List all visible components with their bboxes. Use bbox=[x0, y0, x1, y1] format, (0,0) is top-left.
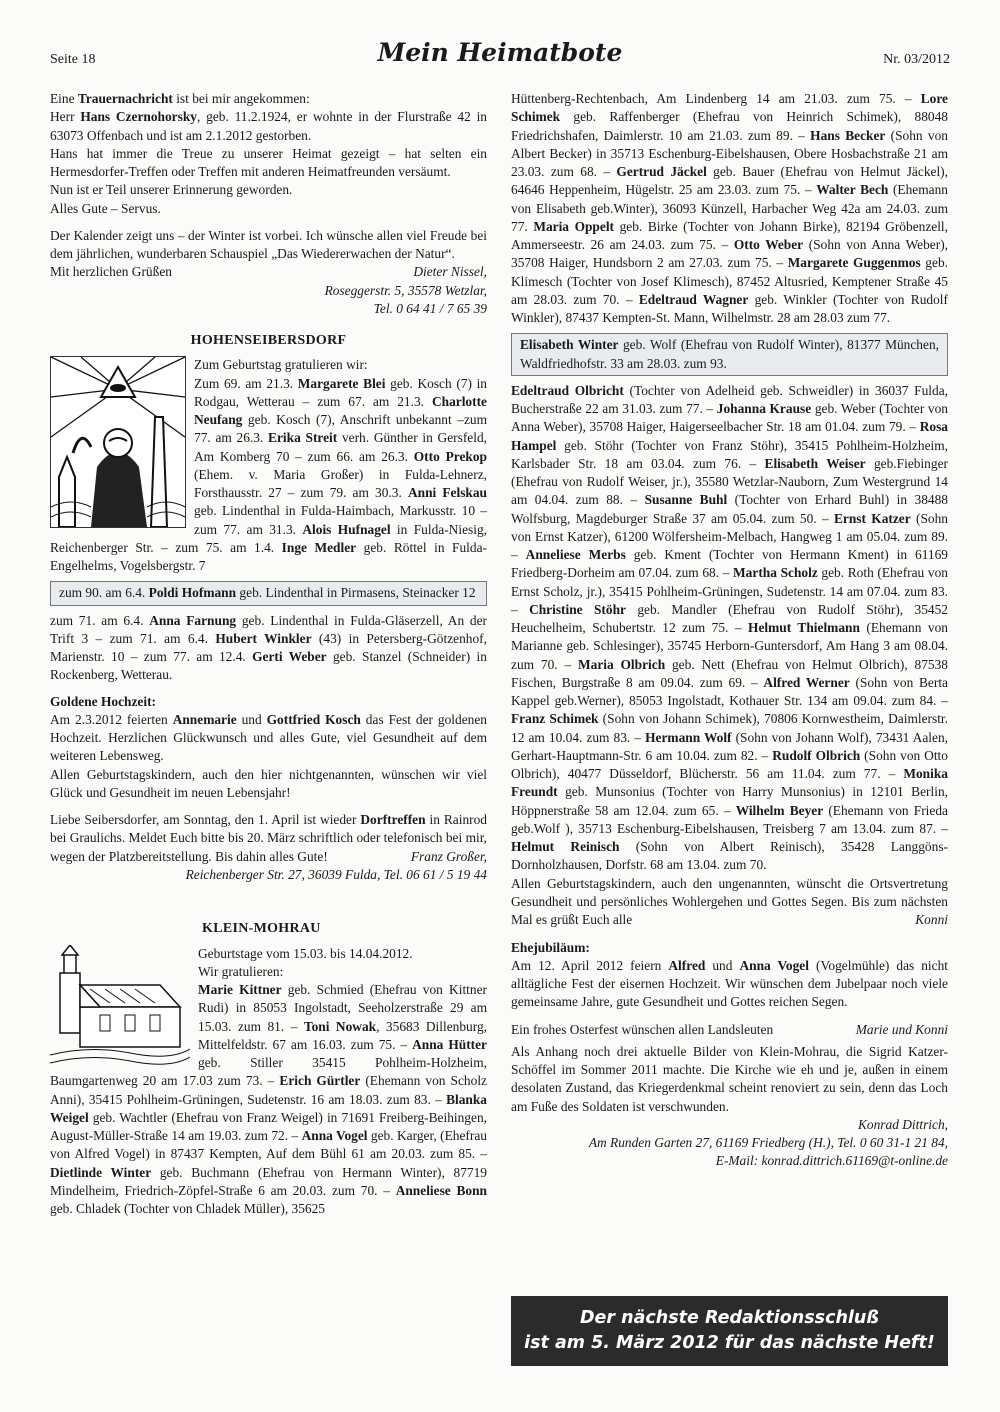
obituary-text: Hans hat immer die Treue zu unserer Heimat gezeigt – hat selten ein Hermesdorfer-Treffen oder Treffen mit anderen Heimatfreunden versäumt. bbox=[50, 145, 487, 179]
birthday-period: Geburtstage vom 15.03. bis 14.04.2012. bbox=[198, 945, 413, 961]
wishes-text: Allen Geburtstagskindern, auch den hier nichtgenannten, wünschen wir viel Glück und Gesundheit im neuen Lebensjahr! bbox=[50, 766, 487, 800]
signature-row: Mit herzlichen Grüßen Dieter Nissel, bbox=[50, 264, 487, 280]
signature-name: Franz Großer, bbox=[410, 848, 487, 864]
signature-address: Reichenberger Str. 27, 36039 Fulda, Tel. 06 61 / 5 19 44 bbox=[185, 867, 487, 882]
easter-greeting: Ein frohes Osterfest wünschen allen Landsleuten Marie und Konni bbox=[511, 1021, 948, 1037]
birthday-list: zum 71. am 6.4. Anna Farnung geb. Lindenthal in Fulda-Gläserzell, An der Trift 3 – zum 71. am 6.4. Hubert Winkler (43) in Petersberg-Götzenhof, Marienstr. 10 – zum 77. am 12.4. Gerti Weber geb. Stanzel (Schneider) in Rockenberg, Wetterau. bbox=[50, 612, 488, 683]
highlight-box: Elisabeth Winter geb. Wolf (Ehefrau von Rudolf Winter), 81377 München, Waldfriedhofstr. 33 am 28.03. zum 93. bbox=[511, 333, 948, 376]
banner-line-1: Der nächste Redaktionsschluß bbox=[580, 1308, 879, 1328]
signature-name: Konni bbox=[915, 912, 948, 928]
birthday-intro: Wir gratulieren: bbox=[198, 963, 284, 979]
obituary-text: Alles Gute – Servus. bbox=[50, 200, 161, 216]
closing-wishes: Allen Geburtstagskindern, auch den ungenannten, wünscht die Ortsvertretung Gesundheit und persönliches Wohlergehen und Gottes Segen. Bis zum nächsten Mal es grüßt Euch alle bbox=[511, 875, 948, 927]
right-column bbox=[511, 90, 948, 1171]
deadline-banner bbox=[511, 1296, 948, 1366]
anniversary-heading: Ehejubiläum: bbox=[511, 939, 590, 955]
photo-note: Als Anhang noch drei aktuelle Bilder von Klein-Mohrau, die Sigrid Katzer-Schöffel im Sommer 2011 machte. Die Kirche wie eh und je, außen in einem desolaten Zustand, das Kriegerdenkmal scheint renoviert zu sein, denn das Loch am Fuße des Soldaten ist verschwunden. bbox=[511, 1043, 948, 1114]
anniversary-text: Am 12. April 2012 feiern Alfred und Anna Vogel (Vogelmühle) das nicht alltägliche Fest der eisernen Hochzeit. Wir wünschen dem Jubelpaar noch viele gemeinsame Jahre, gute Gesundheit und Gottes reichen Segen. bbox=[511, 957, 949, 1010]
obituary-text: Nun ist er Teil unserer Erinnerung geworden. bbox=[50, 182, 293, 198]
village-meeting-text: Liebe Seibersdorfer, am Sonntag, den 1. April ist wieder Dorftreffen in Rainrod bei Graulichs. Meldet Euch bitte bis 20. März schriftlich oder telefonisch bei mir, wegen der Platzbereitstellung. Bis dahin alles Gute! bbox=[50, 812, 487, 864]
obituary-text: Herr Hans Czernohorsky, geb. 11.2.1924, er wohnte in der Flurstraße 42 in 63073 Offenbach und ist am 2.1.2012 gestorben. bbox=[50, 109, 487, 143]
signature-name: Konrad Dittrich, bbox=[857, 1116, 948, 1132]
church-illustration bbox=[50, 945, 190, 1065]
birthday-list: Zum 69. am 21.3. Margarete Blei geb. Kosch (7) in Rodgau, Wetterau – zum 67. am 21.3. Charlotte Neufang geb. Kosch (7), Anschrift unbekannt –zum 77. am 26.3. Erika Streit verh. Günther in Gersfeld, Am Komberg 70 – zum 66. am 26.3. Otto Prekop (Ehem. v. Maria Großer) in Fulda-Lehnerz, Forsthausstr. 27 – zum 79. am 30.3. Anni Felskau geb. Lindenthal in Fulda-Haimbach, Markusstr. 10 – zum 77. am 31.3. Alois Hufnagel in Fulda-Niesig, Reichenberger Str. – zum 75. am 1.4. Inge Medler geb. Röttel in Fulda-Engelhelms, Vogelsbergstr. 7 bbox=[50, 375, 488, 573]
page-number: Seite 18 bbox=[50, 52, 96, 67]
golden-wedding-heading: Goldene Hochzeit: bbox=[50, 693, 156, 709]
page-header bbox=[50, 38, 950, 78]
signature-address: Am Runden Garten 27, 61169 Friedberg (H.), Tel. 0 60 31-1 21 84, bbox=[588, 1135, 948, 1150]
left-column bbox=[50, 90, 487, 1218]
woodcut-illustration bbox=[50, 356, 186, 528]
birthday-intro: Zum Geburtstag gratulieren wir: bbox=[194, 357, 368, 373]
birthday-list: Marie Kittner geb. Schmied (Ehefrau von Kittner Rudi) in 85053 Ingolstadt, Seeholzerstraße 29 am 15.03. zum 81. – Toni Nowak, 35683 Dillenburg, Mittelfeldstr. 67 am 16.03. zum 75. – Anna Hütter geb. Stiller 35415 Pohlheim-Holzheim, Baumgartenweg 20 am 17.03 zum 73. – Erich Gürtler (Ehemann von Scholz Anni), 35415 Pohlheim-Grüningen, Sudetenstr. 16 am 18.03. zum 83. – Blanka Weigel geb. Wachtler (Ehefrau von Franz Weigel) in 71691 Freiberg-Beihingen, August-Müller-Straße 14 am 19.03. zum 72. – Anna Vogel geb. Karger, (Ehefrau von Alfred Vogel) in 87437 Kempten, Auf dem Bühl 61 am 20.03. zum 85. – Dietlinde Winter geb. Buchmann (Ehefrau von Hermann Winter), 87719 Mindelheim, Friedrich-Zöpfel-Straße 6 am 20.03. zum 70. – Anneliese Bonn geb. Chladek (Tochter von Chladek Müller), 35625 bbox=[50, 982, 488, 1216]
banner-line-2: ist am 5. März 2012 für das nächste Heft! bbox=[524, 1333, 935, 1353]
masthead-logo: Mein Heimatbote bbox=[377, 38, 623, 67]
birthday-list: Edeltraud Olbricht (Tochter von Adelheid geb. Schweidler) in 36037 Fulda, Bucherstraße 22 am 31.03. zum 77. – Johanna Krause geb. Weber (Tochter von Anna Weber), 35708 Haiger, Haigerseelbacher Str. 18 am 01.04. zum 79. – Rosa Hampel geb. Stöhr (Tochter von Franz Stöhr), 35415 Pohlheim-Holzheim, Karlsbader Str. 18 am 03.04. zum 76. – Elisabeth Weiser geb.Fiebinger (Ehefrau von Rudolf Weiser, jr.), 35580 Wetzlar-Nauborn, Zum Westergrund 14 am 04.04. zum 88. – Susanne Buhl (Tochter von Erhard Buhl) in 38488 Wolfsburg, Magdeburger Straße 37 am 05.04. zum 50. – Ernst Katzer (Sohn von Ernst Katzer), 61200 Wölfersheim-Melbach, Hangweg 1 am 05.04. zum 89. – Anneliese Merbs geb. Kment (Tochter von Hermann Kment) in 61169 Friedberg-Dorheim am 07.04. zum 68. – Martha Scholz geb. Roth (Ehefrau von Ernst Scholz, jr.), 35415 Pohlheim-Grüningen, Sudetenstr. 14 am 07.04. zum 83. – Christine Stöhr geb. Mandler (Ehefrau von Rudolf Stöhr), 35452 Heuchelheim, Schubertstr. 12 zum 75. – Helmut Thielmann (Ehemann von Marianne geb. Schlesinger), 35745 Herborn-Guntersdorf, Am Hang 3 am 08.04. zum 70. – Maria Olbrich geb. Nett (Ehefrau von Helmut Olbrich), 87538 Fischen, Burgstraße 8 am 09.04. zum 69. – Alfred Werner (Sohn von Berta Kappel geb.Werner), 85053 Ingolstadt, Kothauer Str. 134 am 09.04. zum 84. – Franz Schimek (Sohn von Johann Schimek), 70806 Kornwestheim, Daimlerstr. 12 am 10.04. zum 83. – Hermann Wolf (Sohn von Johann Wolf), 73431 Aalen, Gerhart-Hauptmann-Str. 6 am 10.04. zum 82. – Rudolf Olbrich (Sohn von Otto Olbrich), 40477 Düsseldorf, Blücherstr. 56 am 11.04. zum 77. – Monika Freundt geb. Munsonius (Tochter von Harry Munsonius) in 12101 Berlin, Höppnerstraße 58 am 12.04. zum 65. – Wilhelm Beyer (Ehemann von Frieda geb.Wolf ), 35713 Eschenburg-Eibelshausen, Treisberg 7 am 13.04. zum 87. – Helmut Reinisch (Sohn von Albert Reinisch), 35428 Langgöns-Dornholzhausen, Dorfstr. 68 am 13.04. zum 70. bbox=[511, 382, 949, 873]
birthday-list: Hüttenberg-Rechtenbach, Am Lindenberg 14 am 21.03. zum 75. – Lore Schimek geb. Raffenberger (Ehefrau von Heinrich Schimek), 88048 Friedrichshafen, Daimlerstr. 10 am 21.03. zum 89. – Hans Becker (Sohn von Albert Becker) in 35713 Eschenburg-Eibelshausen, Obere Hosbachstraße 21 am 23.03. zum 68. – Gertrud Jäckel geb. Bauer (Ehefrau von Helmut Jäckel), 64646 Heppenheim, Hügelstr. 25 am 23.03. zum 75. – Walter Bech (Ehemann von Elisabeth geb.Winter), 36093 Künzell, Harbacher Weg 42a am 24.03. zum 77. Maria Oppelt geb. Birke (Tochter von Johann Birke), 82194 Gröbenzell, Ammerseestr. 26 am 24.03. zum 75. – Otto Weber (Sohn von Anna Weber), 35708 Haiger, Hundsborn 2 am 27.03. zum 75. – Margarete Guggenmos geb. Klimesch (Tochter von Josef Klimesch), 87452 Altusried, Kemptener Straße 45 am 28.03. zum 70. – Edeltraud Wagner geb. Winkler (Tochter von Rudolf Winkler), 87437 Kempten-St. Mann, Wilhelmstr. 28 am 28.03 zum 77. bbox=[511, 91, 949, 325]
highlight-box: zum 90. am 6.4. Poldi Hofmann geb. Lindenthal in Pirmasens, Steinacker 12 bbox=[50, 581, 487, 605]
golden-wedding-text: Am 2.3.2012 feierten Annemarie und Gottfried Kosch das Fest der goldenen Hochzeit. Herzlichen Glückwunsch und alles Gute, viel Gesundheit auf dem weiteren Lebensweg. bbox=[50, 711, 488, 764]
issue-number: Nr. 03/2012 bbox=[883, 52, 950, 67]
signature-email: E-Mail: konrad.dittrich.61169@t-online.de bbox=[715, 1153, 948, 1169]
obituary-intro: Eine Trauernachricht ist bei mir angekommen: bbox=[50, 91, 310, 106]
section-title-hohenseibersdorf: HOHENSEIBERSDORF bbox=[190, 333, 347, 348]
signature-phone: Tel. 0 64 41 / 7 65 39 bbox=[373, 300, 487, 316]
calendar-text: Der Kalender zeigt uns – der Winter ist vorbei. Ich wünsche allen viel Freude bei dem jährlichen, wunderbaren Schauspiel „Das Wiedererwachen der Natur“. bbox=[50, 227, 487, 261]
signature-address: Roseggerstr. 5, 35578 Wetzlar, bbox=[324, 282, 487, 298]
section-title-klein-mohrau: KLEIN-MOHRAU bbox=[202, 921, 321, 937]
